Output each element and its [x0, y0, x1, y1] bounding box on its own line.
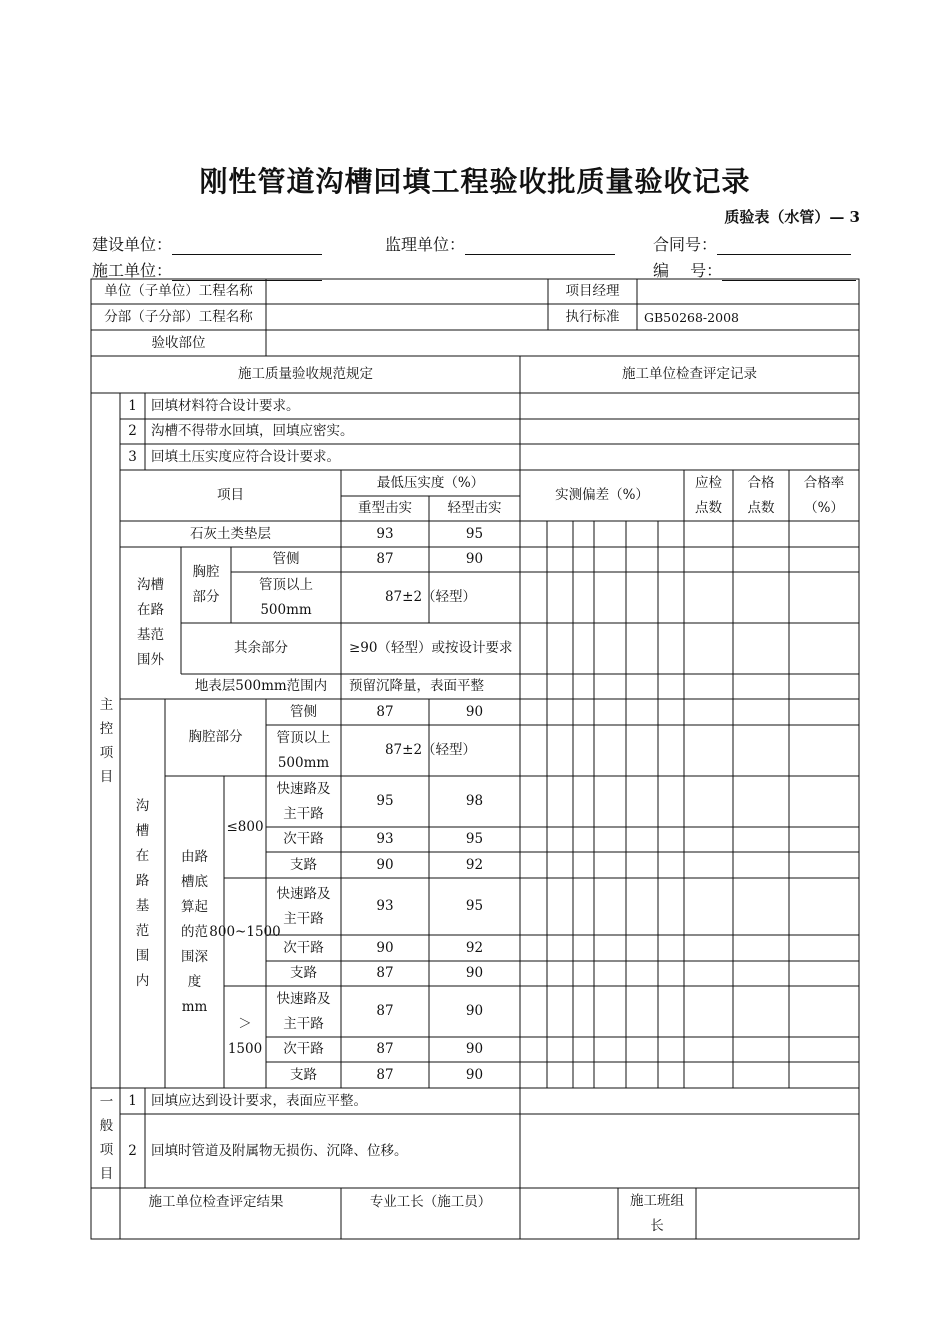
outside-range-label: 沟槽在路基范围外: [137, 577, 164, 668]
inside-pipe-top-value: 87±2（轻型）: [384, 742, 477, 758]
road-type-label: 快速路及主干路: [276, 990, 331, 1032]
light-value: 92: [465, 939, 484, 956]
col-heavy-header: 重型击实: [358, 500, 412, 516]
main-item-text: 回填材料符合设计要求。: [151, 397, 300, 414]
road-type-label: 次干路: [283, 831, 324, 847]
depth-group-label: ＞1500: [227, 1016, 263, 1057]
main-item-text: 沟槽不得带水回填，回填应密实。: [151, 423, 354, 439]
light-value: 92: [465, 856, 484, 873]
heavy-value: 87: [376, 1041, 394, 1057]
light-value: 98: [465, 793, 484, 809]
heavy-value: 95: [376, 793, 394, 809]
light-value: 95: [465, 898, 484, 914]
project-manager-label: 项目经理: [565, 283, 620, 299]
lime-soil-label: 石灰土类垫层: [190, 525, 271, 542]
outside-surface-label: 地表层500mm范围内: [194, 678, 328, 694]
standard-label: 执行标准: [565, 308, 620, 325]
record-header: 施工单位检查评定记录: [622, 366, 757, 382]
general-item-no: 1: [128, 1092, 137, 1109]
main-item-no: 3: [128, 448, 137, 465]
outside-others-label: 其余部分: [234, 640, 288, 656]
serial-no-label: 编 号：: [653, 261, 723, 280]
main-items-label: 主控项目: [99, 696, 114, 785]
road-type-label: 支路: [290, 1066, 317, 1083]
depth-group-label: ≤800: [226, 818, 264, 835]
heavy-value: 87: [376, 1066, 394, 1083]
acceptance-part-label: 验收部位: [151, 334, 206, 351]
footer-result-label: 施工单位检查评定结果: [148, 1193, 284, 1210]
supervise-unit-label: 监理单位：: [385, 235, 466, 254]
standard-value: GB50268-2008: [644, 309, 739, 325]
road-type-label: 快速路及主干路: [276, 780, 331, 822]
road-type-label: 快速路及主干路: [276, 885, 331, 927]
footer-team-leader-label: 施工班组长: [630, 1192, 684, 1234]
main-item-text: 回填土压实度应符合设计要求。: [151, 448, 340, 465]
construct-unit-label: 施工单位：: [92, 261, 173, 280]
light-value: 95: [465, 831, 484, 847]
acceptance-part-input[interactable]: [267, 330, 859, 356]
form-number: 质验表（水管）— 3: [724, 208, 860, 226]
sub-project-label: 分部（子分部）工程名称: [104, 308, 253, 325]
page-title: 刚性管道沟槽回填工程验收批质量验收记录: [199, 165, 751, 198]
main-item-no: 1: [128, 397, 137, 414]
unit-project-input[interactable]: [267, 279, 548, 304]
heavy-value: 87: [376, 1003, 394, 1019]
general-item-text: 回填时管道及附属物无损伤、沉降、位移。: [151, 1142, 408, 1159]
inside-pipe-side-label: 管侧: [290, 703, 317, 720]
road-type-label: 次干路: [283, 939, 324, 956]
col-rate-header: 合格率（%）: [803, 474, 845, 516]
col-should-check-header: 应检点数: [695, 474, 722, 516]
col-item-header: 项目: [217, 487, 244, 503]
light-value: 90: [465, 1041, 484, 1057]
lime-soil-heavy: 93: [376, 525, 394, 542]
depth-label: 由路槽底算起的范围深度mm: [181, 848, 208, 1015]
inside-pipe-side-heavy: 87: [376, 703, 394, 720]
general-item-record-input[interactable]: [520, 1114, 859, 1188]
outside-pipe-side-heavy: 87: [376, 551, 394, 567]
depth-group-label: 800~1500: [209, 923, 281, 940]
col-deviation-header: 实测偏差（%）: [555, 487, 649, 503]
road-type-label: 支路: [290, 965, 317, 981]
col-min-compaction-header: 最低压实度（%）: [376, 474, 485, 491]
light-value: 90: [465, 1003, 484, 1019]
main-item-no: 2: [128, 423, 137, 439]
heavy-value: 90: [376, 939, 394, 956]
road-type-label: 次干路: [283, 1041, 324, 1057]
project-manager-input[interactable]: [638, 279, 859, 304]
general-items-label: 一般项目: [99, 1094, 114, 1182]
footer-foreman-label: 专业工长（施工员）: [369, 1193, 492, 1210]
outside-pipe-side-label: 管侧: [272, 551, 300, 567]
sub-project-input[interactable]: [267, 304, 548, 330]
outside-surface-value: 预留沉降量，表面平整: [349, 678, 484, 694]
inside-pipe-side-light: 90: [465, 703, 484, 720]
footer-team-leader-input[interactable]: [696, 1188, 859, 1239]
outside-pipe-side-light: 90: [465, 551, 484, 567]
contract-no-label: 合同号：: [653, 235, 718, 254]
road-type-label: 支路: [290, 856, 317, 873]
heavy-value: 90: [376, 856, 394, 873]
heavy-value: 87: [376, 965, 394, 981]
general-item-record-input[interactable]: [520, 1088, 859, 1114]
heavy-value: 93: [376, 831, 394, 847]
unit-project-label: 单位（子单位）工程名称: [104, 283, 253, 299]
inside-range-label: 沟槽在路基范围内: [135, 797, 150, 989]
heavy-value: 93: [376, 898, 394, 914]
inside-chest-label: 胸腔部分: [188, 729, 243, 745]
general-item-no: 2: [128, 1142, 137, 1159]
light-value: 90: [465, 1066, 484, 1083]
inside-pipe-top-label: 管顶以上500mm: [276, 729, 331, 771]
lime-soil-light: 95: [465, 525, 484, 542]
col-light-header: 轻型击实: [447, 500, 502, 516]
spec-header: 施工质量验收规范规定: [238, 366, 373, 382]
outside-pipe-top-label: 管顶以上500mm: [259, 576, 313, 618]
outside-pipe-top-value: 87±2（轻型）: [384, 589, 477, 605]
build-unit-label: 建设单位：: [92, 235, 173, 254]
outside-others-value: ≥90（轻型）或按设计要求: [349, 640, 513, 656]
outside-chest-label: 胸腔部分: [192, 564, 220, 605]
col-qualified-header: 合格点数: [747, 474, 775, 516]
footer-foreman-input[interactable]: [520, 1188, 618, 1239]
light-value: 90: [465, 965, 484, 981]
general-item-text: 回填应达到设计要求，表面应平整。: [151, 1092, 367, 1109]
